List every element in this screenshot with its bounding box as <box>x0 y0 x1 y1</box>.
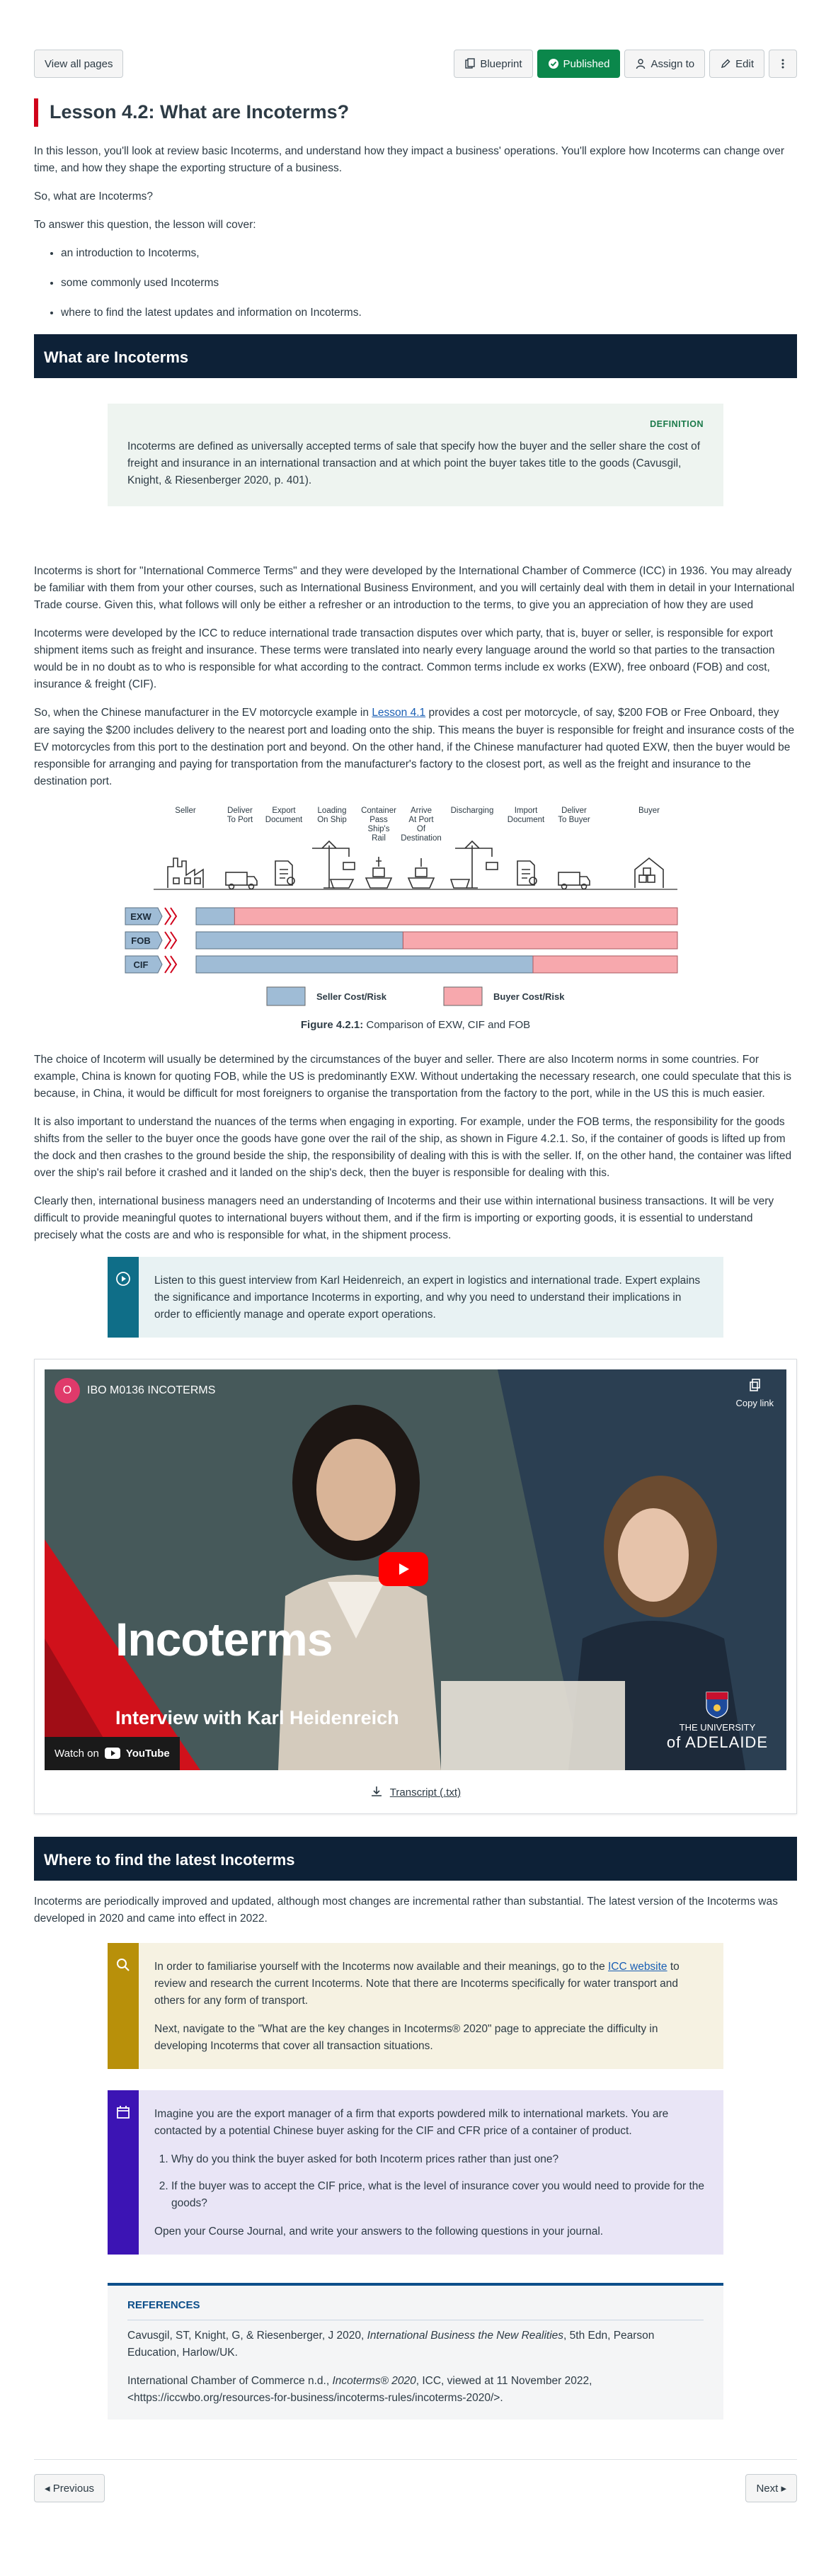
callout-body <box>139 1943 723 2069</box>
page-navigation <box>34 2459 797 2519</box>
video-title-bar: IBO M0136 INCOTERMS <box>87 1384 216 1396</box>
incoterms-diagram <box>111 802 720 1014</box>
youtube-logo-icon <box>105 1748 120 1759</box>
journal-callout <box>108 2090 723 2255</box>
body-paragraph <box>34 705 797 790</box>
body-paragraph: Incoterms were developed by the ICC to reduce international trade transaction disputes over which party, that is, buyer or seller, is responsible for export shipment items such as freight and insurance. These terms were translated into nearly every language around the world so that parties to the transaction would be in no doubt as to who is responsible for what according to the contract. Common terms include ex works (EXW), free onboard (FOB) and cost, insurance & freight (CIF). <box>34 627 775 691</box>
pencil-icon <box>720 58 731 69</box>
published-label: Published <box>563 57 610 70</box>
seller-cost-bar <box>196 908 234 925</box>
youtube-label: YouTube <box>125 1747 170 1760</box>
video-overlay-title: Incoterms <box>115 1613 333 1666</box>
term-arrow <box>165 908 176 925</box>
incoterms-figure <box>34 802 797 1052</box>
download-icon <box>370 1785 383 1798</box>
icc-website-link[interactable]: ICC website <box>608 1961 667 1973</box>
figure-caption-label: Figure 4.2.1: <box>300 1018 364 1031</box>
buyer-cost-bar <box>403 932 677 949</box>
truck-icon <box>226 872 257 889</box>
play-button[interactable] <box>379 1552 428 1586</box>
lesson-topics-list <box>61 245 797 321</box>
view-all-pages-button[interactable]: View all pages <box>34 50 123 78</box>
stage-label: Import Document <box>507 806 545 824</box>
delivery-truck-icon <box>558 872 590 889</box>
kebab-menu-icon <box>777 58 789 69</box>
buyer-cost-bar <box>234 908 677 925</box>
reference-item <box>127 2327 704 2361</box>
references-box <box>108 2283 723 2419</box>
stage-label: Seller <box>175 806 196 815</box>
section-heading-latest-incoterms: Where to find the latest Incoterms <box>34 1837 797 1881</box>
callout-text: Next, navigate to the "What are the key changes in Incoterms® 2020" page to appreciate the difficulty in developing Incoterms that cover all transaction situations. <box>154 2023 658 2053</box>
edit-button[interactable] <box>709 50 764 78</box>
copy-link-label: Copy link <box>735 1398 774 1409</box>
channel-avatar: O <box>55 1378 80 1403</box>
university-name-small: THE UNIVERSITY <box>679 1722 756 1733</box>
legend-seller-label: Seller Cost/Risk <box>316 991 386 1002</box>
text-span: , ICC, viewed at 11 November 2022, <https://iccwbo.org/resources-for-business/incoterms-rules/incoterms-2020/>. <box>127 2374 592 2404</box>
text-span: So, when the Chinese manufacturer in the EV motorcycle example in <box>34 707 372 719</box>
title-accent-bar <box>34 98 38 127</box>
legend-buyer-label: Buyer Cost/Risk <box>493 991 565 1002</box>
callout-text: Open your Course Journal, and write your answers to the following questions in your journal. <box>154 2225 604 2238</box>
callout-body <box>139 1257 723 1338</box>
callout-strip <box>108 1943 139 2069</box>
import-document-icon <box>517 861 537 885</box>
seller-cost-bar <box>196 956 533 973</box>
blueprint-button[interactable] <box>454 50 532 78</box>
list-item: • some commonly used Incoterms <box>61 275 797 292</box>
stage-label: Deliver To Port <box>227 806 253 824</box>
callout-strip <box>108 1257 139 1338</box>
seller-cost-bar <box>196 932 403 949</box>
text-span: to review and research the current Incoterms. Note that there are Incoterms specifically for water transport and others for any form of transport. <box>154 1961 680 2007</box>
edit-label: Edit <box>735 57 754 70</box>
stage-label: Export Document <box>265 806 303 824</box>
term-label: EXW <box>130 911 151 922</box>
calendar-icon <box>115 2104 131 2120</box>
stage-label: Container Pass Ship's Rail <box>361 806 396 843</box>
question-list <box>171 2151 705 2212</box>
reference-title: Incoterms® 2020 <box>332 2374 416 2387</box>
definition-label: DEFINITION <box>650 418 704 429</box>
stage-label: Loading On Ship <box>317 806 347 824</box>
play-circle-icon <box>115 1271 131 1287</box>
definition-text: Incoterms are defined as universally accepted terms of sale that specify how the buyer and the seller share the cost of freight and insurance in an international transaction and at which point the buyer takes title to the goods (Cavusgil, Knight, & Riesenberger 2020, p. 401). <box>127 440 701 487</box>
copy-link-button[interactable] <box>736 1378 774 1410</box>
intro-section <box>34 143 797 321</box>
text-span: International Chamber of Commerce n.d., <box>127 2374 333 2387</box>
body-paragraph: Clearly then, international business managers need an understanding of Incoterms and their use within international business transactions. It will be very difficult to provide meaningful quotes to international buyers without them, and if the firm is importing or exporting goods, it is essential to understand precisely what the costs are and who is responsible for what, in the shipment process. <box>34 1195 774 1241</box>
page-title: Lesson 4.2: What are Incoterms? <box>50 101 350 122</box>
list-item: 2. If the buyer was to accept the CIF price, what is the level of insurance cover you would need to provide for the goods? <box>171 2178 705 2212</box>
figure-caption <box>301 1017 530 1033</box>
text-span: Cavusgil, ST, Knight, G, & Riesenberger, J 2020, <box>127 2329 367 2342</box>
loading-crane-icon <box>312 841 355 888</box>
page-title-block <box>34 98 797 127</box>
video-player[interactable] <box>45 1369 786 1770</box>
ship-rail-icon <box>366 857 391 888</box>
page-toolbar <box>34 0 797 78</box>
warehouse-icon <box>635 858 663 888</box>
stage-label: Deliver To Buyer <box>558 806 590 824</box>
definition-box <box>108 404 723 506</box>
references-label: REFERENCES <box>127 2297 704 2320</box>
callout-text: Imagine you are the export manager of a firm that exports powdered milk to international markets. You are contacted by a potential Chinese buyer asking for the CIF and CFR price of a container of product. <box>154 2108 669 2138</box>
intro-question: So, what are Incoterms? <box>34 190 153 203</box>
term-arrow <box>165 932 176 949</box>
intro-cover-lead: To answer this question, the lesson will cover: <box>34 218 256 231</box>
stage-label: Buyer <box>638 806 660 815</box>
figure-caption-text: Comparison of EXW, CIF and FOB <box>363 1018 531 1031</box>
research-callout <box>108 1943 723 2069</box>
reference-title: International Business the New Realities <box>367 2329 564 2342</box>
callout-text <box>154 1959 705 2010</box>
section-heading-what-are-incoterms: What are Incoterms <box>34 334 797 378</box>
check-circle-icon <box>548 58 559 69</box>
page-actions <box>454 50 797 78</box>
export-document-icon <box>275 861 294 885</box>
factory-icon <box>168 858 203 888</box>
watch-on-youtube-button[interactable] <box>45 1737 180 1770</box>
more-options-button[interactable] <box>769 50 797 78</box>
blueprint-label: Blueprint <box>480 57 522 70</box>
previous-button[interactable]: ◂ Previous <box>34 2474 105 2502</box>
transcript-label: Transcript (.txt) <box>389 1786 462 1799</box>
blueprint-icon <box>464 58 476 69</box>
term-label: CIF <box>133 959 149 970</box>
callout-strip <box>108 2090 139 2255</box>
body-paragraph: The choice of Incoterm will usually be determined by the circumstances of the buyer and seller. There are also Incoterm norms in some countries. For example, China is known for quoting FOB, while the US is predominantly EXW. Without undertaking the necessary research, one could speculate that this is because, in China, it would be difficult for most foreigners to organise the transportation from the factory to the port, while in the US this is much easier. <box>34 1053 792 1100</box>
transcript-link[interactable] <box>45 1784 786 1801</box>
term-label: FOB <box>131 935 151 946</box>
next-button[interactable]: Next ▸ <box>745 2474 797 2502</box>
user-icon <box>635 58 646 69</box>
video-channel[interactable] <box>55 1378 215 1403</box>
callout-body <box>139 2090 723 2255</box>
listen-callout <box>108 1257 723 1338</box>
video-overlay-subtitle: Interview with Karl Heidenreich <box>115 1707 399 1729</box>
text-span: In order to familiarise yourself with the Incoterms now available and their meanings, go to the <box>154 1961 608 1973</box>
published-button[interactable] <box>537 50 621 78</box>
body-paragraph: Incoterms is short for "International Commerce Terms" and they were developed by the International Chamber of Commerce (ICC) in 1936. You may already be familiar with them from your other courses, such as International Business Environment, and you will certainly deal with them in detail in your International Trade course. Given this, what follows will only be either a refresher or an introduction to the terms, to give you an appreciation of how they are used <box>34 565 795 612</box>
video-card <box>34 1359 797 1814</box>
buyer-cost-bar <box>533 956 677 973</box>
university-crest-icon <box>705 1691 729 1719</box>
body-paragraph: Incoterms are periodically improved and updated, although most changes are incremental rather than substantial. The latest version of the Incoterms was developed in 2020 and came into effect in 2022. <box>34 1896 778 1925</box>
university-logo <box>667 1691 768 1752</box>
body-paragraph: It is also important to understand the nuances of the terms when engaging in exporting. For example, under the FOB terms, the responsibility for the goods shifts from the seller to the buyer once the goods have gone over the rail of the ship, as shown in Figure 4.2.1. So, if the container of goods is lifted up from the dock and then crashes to the ground beside the ship, the responsibility of dealing with this is with the seller. If, on the other hand, the container was lifted over the ship's rail before it crashed and it landed on the ship's deck, then the buyer is responsible for dealing with this. <box>34 1115 792 1179</box>
list-item: • an introduction to Incoterms, <box>61 245 797 262</box>
callout-text: Listen to this guest interview from Karl Heidenreich, an expert in logistics and international trade. Expert explains the significance and importance Incoterms in exporting, and why you need to understand their implications in order to efficiently manage and operate export operations. <box>154 1274 701 1321</box>
assign-to-label: Assign to <box>651 57 695 70</box>
university-name-big: of ADELAIDE <box>666 1733 768 1751</box>
legend-seller-swatch <box>267 987 305 1005</box>
stage-label: Arrive At Port Of Destination <box>401 806 442 843</box>
search-icon <box>115 1957 131 1973</box>
assign-to-button[interactable] <box>624 50 705 78</box>
lesson-4-1-link[interactable]: Lesson 4.1 <box>372 707 426 719</box>
ship-destination-icon <box>408 858 434 888</box>
legend-buyer-swatch <box>444 987 482 1005</box>
play-icon <box>396 1561 411 1577</box>
discharging-crane-icon <box>451 841 498 888</box>
list-item: • where to find the latest updates and information on Incoterms. <box>61 304 797 321</box>
stage-label: Discharging <box>450 806 494 815</box>
text-span: , 5th Edn, Pearson Education, Harlow/UK. <box>127 2329 655 2359</box>
watch-on-label: Watch on <box>55 1747 99 1760</box>
reference-item <box>127 2373 704 2407</box>
term-arrow <box>165 956 176 973</box>
list-item: 1. Why do you think the buyer asked for both Incoterm prices rather than just one? <box>171 2151 705 2168</box>
text-span: provides a cost per motorcycle, of say, $200 FOB or Free Onboard, they are saying the $200 includes delivery to the nearest port and loading onto the ship. This means the buyer is responsible for freight and insurance costs of the EV motorcycles from this port to the destination port and beyond. On the other hand, if the Chinese manufacturer had quoted EXW, then the buyer would be responsible for arranging and paying for transportation from the manufacturer's factory to the closest port, as well as the freight and insurance to the destination port. <box>34 707 795 787</box>
copy-icon <box>747 1378 762 1392</box>
intro-paragraph: In this lesson, you'll look at review basic Incoterms, and understand how they impact a business' operations. You'll explore how Incoterms can change over time, and how they shape the exporting structure of a business. <box>34 144 785 174</box>
